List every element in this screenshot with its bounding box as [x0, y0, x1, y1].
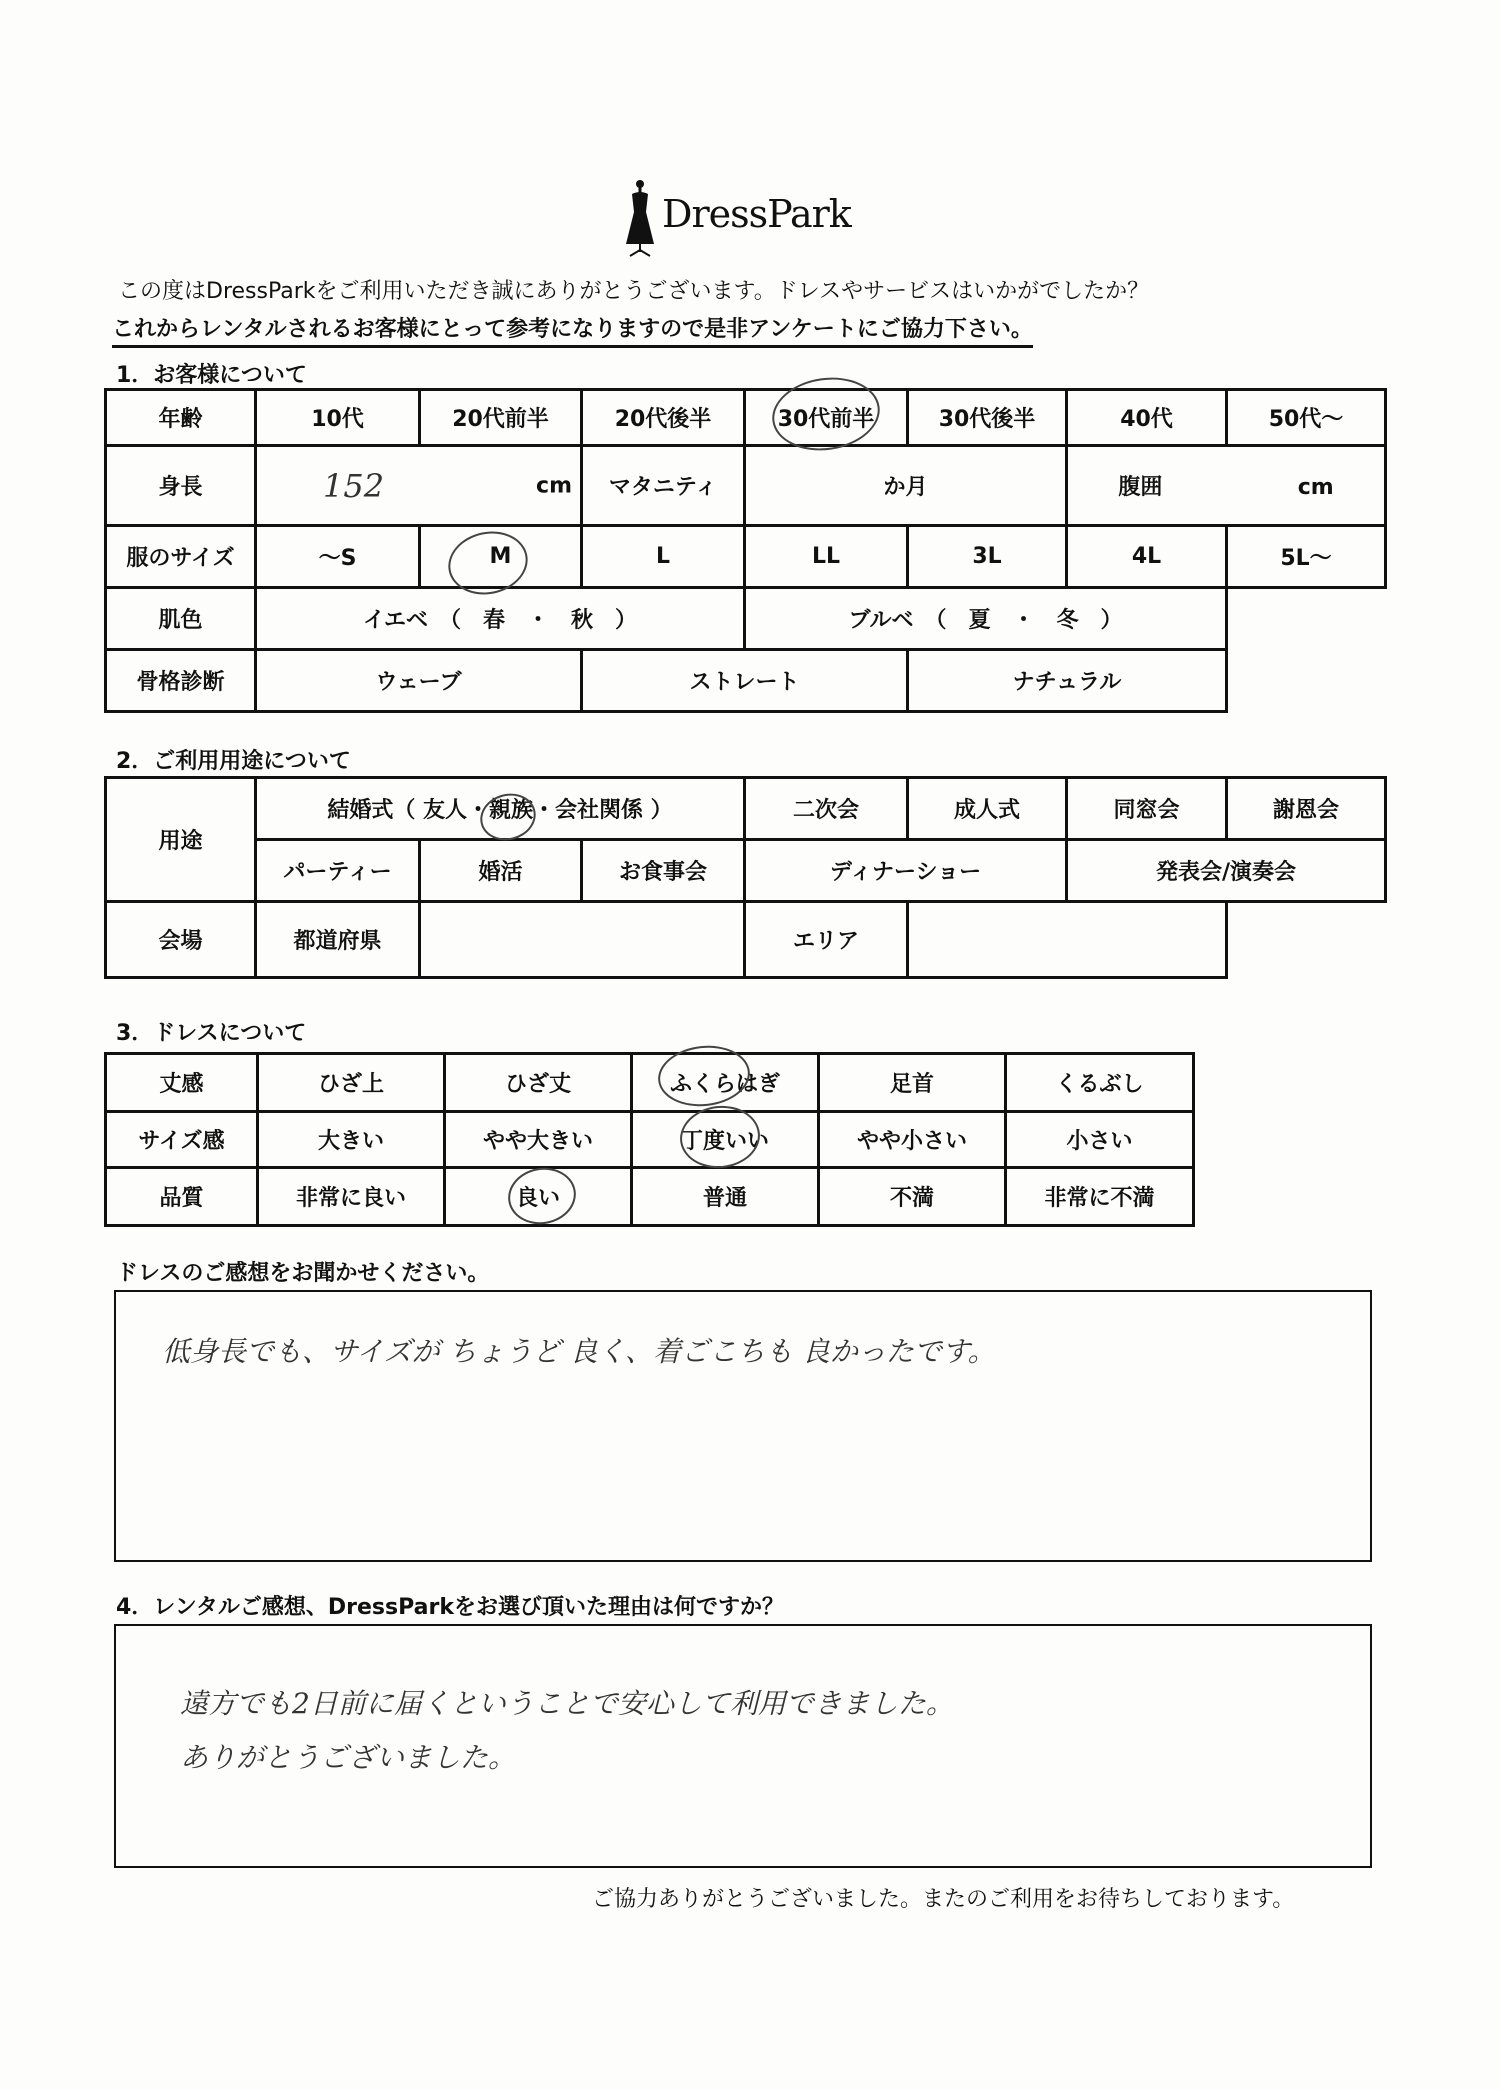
footer-thanks: ご協力ありがとうございました。またのご利用をお待ちしております。: [592, 1887, 1295, 1912]
age-option[interactable]: 40代: [1067, 390, 1227, 446]
rental-comment-line-2: ありがとうございました。: [180, 1741, 517, 1774]
dress-comment-text: 低身長でも、サイズが ちょうど 良く、着ごこちも 良かったです。: [162, 1335, 996, 1368]
length-option[interactable]: くるぶし: [1006, 1054, 1194, 1112]
age-option-selected[interactable]: 30代前半: [745, 390, 908, 446]
age-option[interactable]: 50代～: [1227, 390, 1386, 446]
age-row: [106, 390, 1386, 446]
skin-blue-option[interactable]: ブルベ （ 夏 ・ 冬 ）: [745, 588, 1227, 650]
purpose-option[interactable]: 二次会: [745, 778, 908, 840]
quality-option[interactable]: 非常に良い: [258, 1168, 445, 1226]
length-label: 丈感: [106, 1054, 258, 1112]
dress-mannequin-icon: [620, 178, 660, 258]
quality-option[interactable]: 不満: [819, 1168, 1006, 1226]
purpose-option[interactable]: パーティー: [256, 840, 420, 902]
age-option[interactable]: 30代後半: [908, 390, 1067, 446]
age-label: 年齢: [106, 390, 256, 446]
intro-line-1: この度はDressParkをご利用いただき誠にありがとうございます。ドレスやサービスはいかがでしたか？: [118, 279, 1150, 304]
section-1-title: 1．お客様について: [116, 363, 307, 388]
usage-table: [104, 776, 1387, 979]
skin-label: 肌色: [106, 588, 256, 650]
size-option[interactable]: 4L: [1067, 526, 1227, 588]
section-3-title: 3．ドレスについて: [116, 1021, 307, 1046]
height-unit: cm: [536, 473, 572, 498]
section-2-title: 2．ご利用用途について: [116, 749, 351, 774]
height-label: 身長: [106, 446, 256, 526]
quality-label: 品質: [106, 1168, 258, 1226]
maternity-months-field[interactable]: [745, 446, 1067, 526]
length-option[interactable]: 足首: [819, 1054, 1006, 1112]
purpose-option[interactable]: 同窓会: [1067, 778, 1227, 840]
logo: [620, 178, 860, 262]
height-value: 152: [323, 466, 385, 505]
frame-row: [106, 650, 1386, 712]
maternity-label: マタニティ: [582, 446, 745, 526]
purpose-option[interactable]: 発表会/演奏会: [1067, 840, 1386, 902]
frame-option[interactable]: ウェーブ: [256, 650, 582, 712]
area-label: エリア: [745, 902, 908, 978]
empty-cell: [1227, 902, 1386, 978]
frame-option[interactable]: ナチュラル: [908, 650, 1227, 712]
empty-cell: [1227, 588, 1386, 650]
age-option[interactable]: 10代: [256, 390, 420, 446]
area-field[interactable]: [908, 902, 1227, 978]
skin-row: [106, 588, 1386, 650]
rental-comment-box[interactable]: [114, 1624, 1372, 1868]
waist-label: 腹囲: [1118, 475, 1163, 500]
logo-text: DressPark: [662, 192, 851, 236]
customer-info-table: [104, 388, 1387, 713]
purpose-option[interactable]: 謝恩会: [1227, 778, 1386, 840]
dress-comment-box[interactable]: [114, 1290, 1372, 1562]
size-option[interactable]: 5L～: [1227, 526, 1386, 588]
fit-option-selected[interactable]: 丁度いい: [632, 1112, 819, 1168]
length-option[interactable]: ひざ上: [258, 1054, 445, 1112]
fit-option[interactable]: 小さい: [1006, 1112, 1194, 1168]
size-option[interactable]: LL: [745, 526, 908, 588]
section-4-title: 4．レンタルご感想、DressParkをお選び頂いた理由は何ですか？: [116, 1595, 784, 1620]
purpose-row-1: [106, 778, 1386, 840]
waist-field[interactable]: [1067, 446, 1386, 526]
quality-option-selected[interactable]: 良い: [445, 1168, 632, 1226]
purpose-option[interactable]: 成人式: [908, 778, 1067, 840]
height-row: [106, 446, 1386, 526]
purpose-option[interactable]: ディナーショー: [745, 840, 1067, 902]
quality-option[interactable]: 普通: [632, 1168, 819, 1226]
quality-row: [106, 1168, 1194, 1226]
venue-row: [106, 902, 1386, 978]
size-label: 服のサイズ: [106, 526, 256, 588]
empty-cell: [1227, 650, 1386, 712]
fit-option[interactable]: 大きい: [258, 1112, 445, 1168]
size-option[interactable]: 3L: [908, 526, 1067, 588]
fit-option[interactable]: やや小さい: [819, 1112, 1006, 1168]
fit-label: サイズ感: [106, 1112, 258, 1168]
rental-comment-line-1: 遠方でも2日前に届くということで安心して利用できました。: [180, 1687, 954, 1720]
length-row: [106, 1054, 1194, 1112]
prefecture-field[interactable]: [420, 902, 745, 978]
frame-label: 骨格診断: [106, 650, 256, 712]
size-row: [106, 526, 1386, 588]
venue-label: 会場: [106, 902, 256, 978]
prefecture-label: 都道府県: [256, 902, 420, 978]
age-option[interactable]: 20代後半: [582, 390, 745, 446]
length-option[interactable]: ひざ丈: [445, 1054, 632, 1112]
waist-unit: cm: [1297, 475, 1334, 500]
size-option[interactable]: ～S: [256, 526, 420, 588]
purpose-row-2: [106, 840, 1386, 902]
purpose-label: 用途: [106, 778, 256, 902]
height-field[interactable]: [256, 446, 582, 526]
wedding-option[interactable]: 結婚式（ 友人・親族・会社関係 ）: [256, 778, 745, 840]
dress-comment-title: ドレスのご感想をお聞かせください。: [116, 1261, 490, 1286]
age-option[interactable]: 20代前半: [420, 390, 582, 446]
frame-option[interactable]: ストレート: [582, 650, 908, 712]
months-unit: か月: [883, 475, 928, 500]
length-option-selected[interactable]: ふくらはぎ: [632, 1054, 819, 1112]
intro-line-2: これからレンタルされるお客様にとって参考になりますので是非アンケートにご協力下さい。: [112, 312, 1033, 348]
fit-option[interactable]: やや大きい: [445, 1112, 632, 1168]
dress-table: [104, 1052, 1195, 1227]
purpose-option[interactable]: 婚活: [420, 840, 582, 902]
size-option-selected[interactable]: M: [420, 526, 582, 588]
skin-yellow-option[interactable]: イエベ （ 春 ・ 秋 ）: [256, 588, 745, 650]
size-option[interactable]: L: [582, 526, 745, 588]
purpose-option[interactable]: お食事会: [582, 840, 745, 902]
fit-row: [106, 1112, 1194, 1168]
quality-option[interactable]: 非常に不満: [1006, 1168, 1194, 1226]
